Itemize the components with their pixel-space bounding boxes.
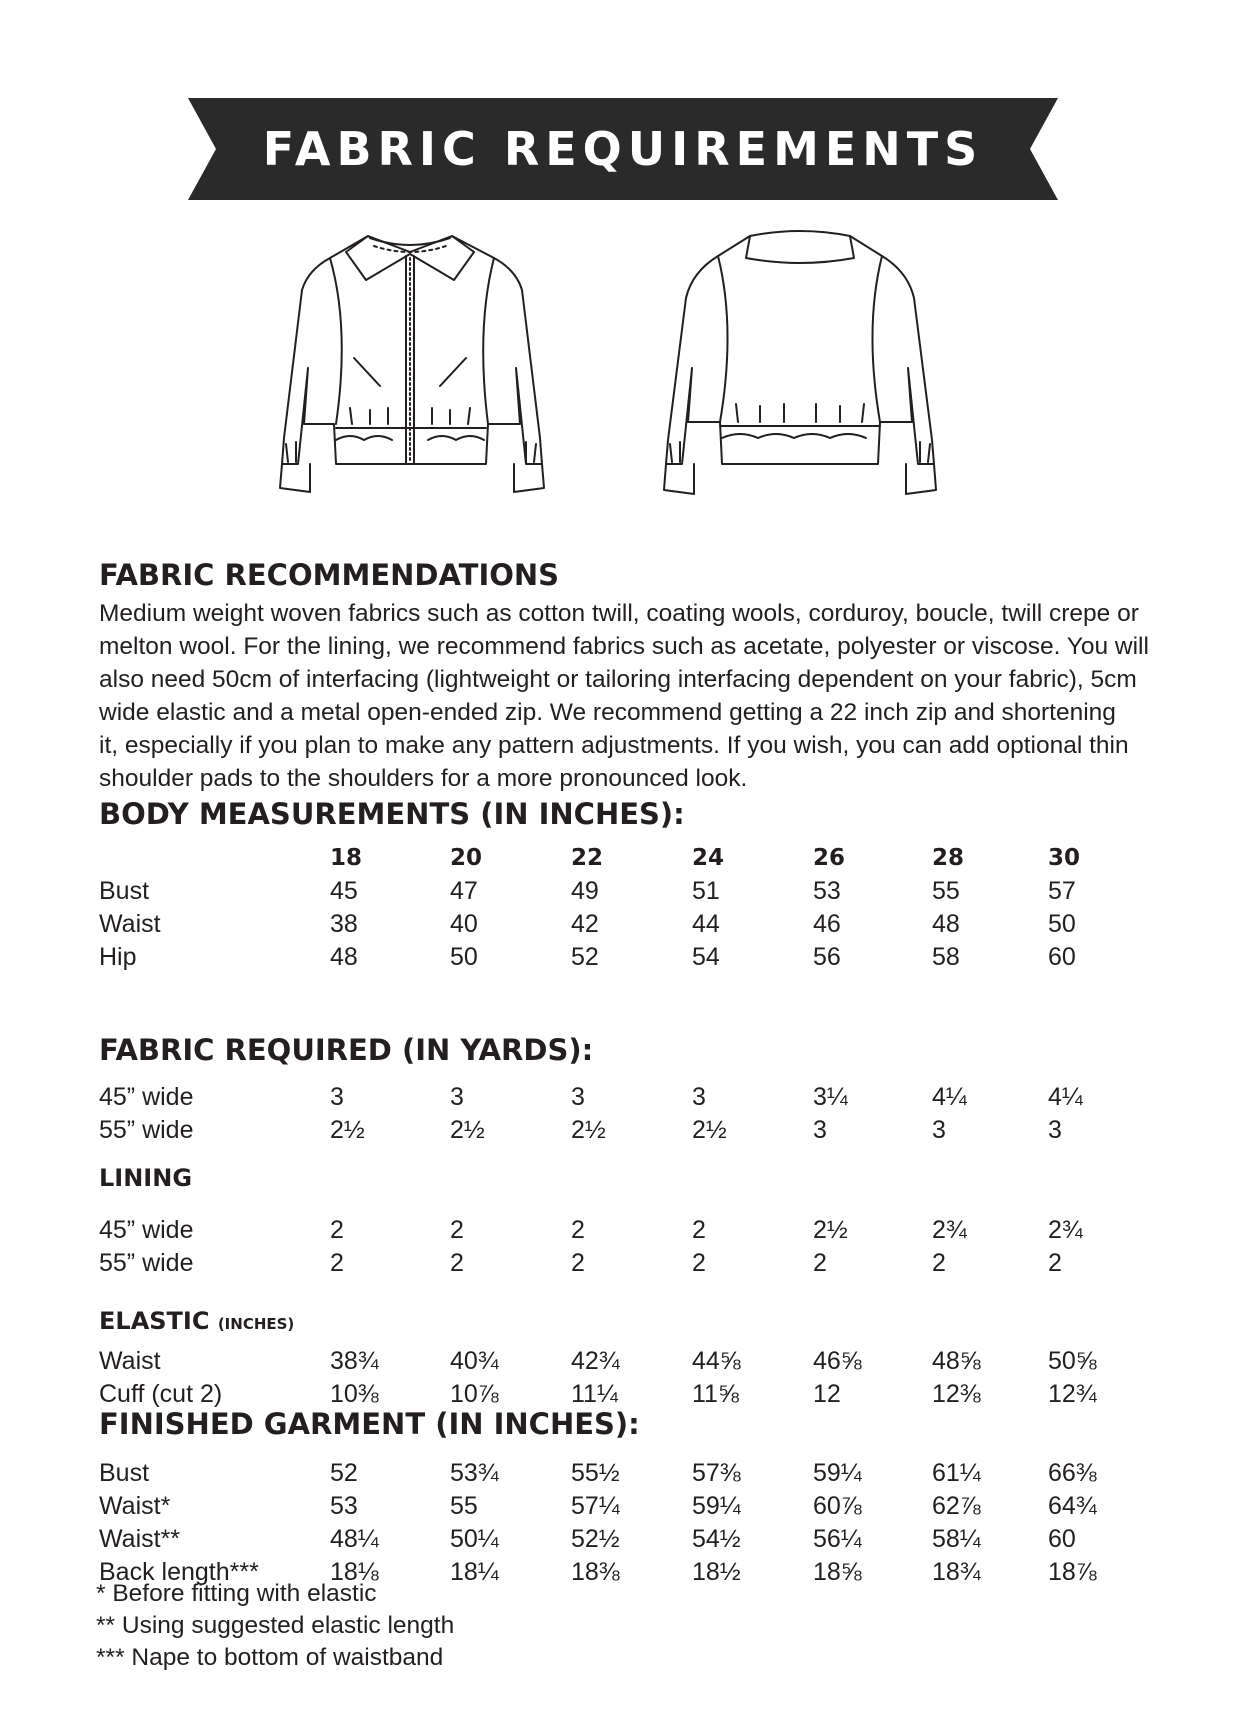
table-cell: 53¾ (450, 1459, 499, 1487)
size-label: 24 (692, 845, 725, 871)
table-row (0, 1490, 1246, 1523)
row-label: Back length*** (99, 1558, 259, 1586)
footnotes (96, 1578, 454, 1674)
table-cell: 48¼ (330, 1525, 379, 1553)
table-cell: 18½ (692, 1558, 741, 1586)
recommendation-line: melton wool. For the lining, we recommend fabrics such as acetate, polyester or viscose. You will (99, 633, 1149, 660)
row-label: Bust (99, 1459, 150, 1487)
table-cell: 53 (330, 1492, 358, 1520)
fabric-required-table (0, 1081, 1246, 1147)
table-cell: 2 (571, 1216, 585, 1244)
table-cell: 59¼ (813, 1459, 862, 1487)
table-cell: 54 (692, 943, 720, 971)
size-label: 20 (450, 845, 483, 871)
table-cell: 3 (813, 1116, 827, 1144)
table-cell: 57⅜ (692, 1459, 741, 1487)
table-row (0, 1081, 1246, 1114)
table-cell: 46 (813, 910, 841, 938)
size-header-row (0, 842, 1246, 875)
row-label: Bust (99, 877, 150, 905)
page-title: FABRIC REQUIREMENTS (262, 122, 984, 176)
row-label: 55” wide (99, 1116, 194, 1144)
title-banner (188, 98, 1058, 200)
row-label: Hip (99, 943, 137, 971)
table-row (0, 842, 1246, 875)
table-cell: 2 (450, 1249, 464, 1277)
lining-table (0, 1214, 1246, 1280)
table-cell: 45 (330, 877, 358, 905)
body-measurements-table (0, 875, 1246, 974)
row-label: Cuff (cut 2) (99, 1380, 223, 1408)
table-cell: 4¼ (932, 1083, 967, 1111)
table-row (0, 1523, 1246, 1556)
elastic-heading-text: ELASTIC (99, 1307, 210, 1335)
row-label: Waist (99, 1347, 161, 1375)
table-cell: 2 (330, 1249, 344, 1277)
table-row (0, 875, 1246, 908)
table-cell: 18⅝ (813, 1558, 862, 1586)
recommendation-line: shoulder pads to the shoulders for a more pronounced look. (99, 765, 748, 792)
table-cell: 3 (571, 1083, 585, 1111)
body-measurements-heading: BODY MEASUREMENTS (IN INCHES): (99, 797, 685, 831)
table-cell: 2¾ (932, 1216, 967, 1244)
table-cell: 2½ (450, 1116, 485, 1144)
table-cell: 3 (692, 1083, 706, 1111)
table-cell: 3 (450, 1083, 464, 1111)
table-row (0, 1457, 1246, 1490)
size-label: 22 (571, 845, 604, 871)
table-cell: 2 (932, 1249, 946, 1277)
table-cell: 11¼ (571, 1380, 618, 1408)
table-cell: 55 (450, 1492, 478, 1520)
table-cell: 2½ (813, 1216, 848, 1244)
elastic-table (0, 1345, 1246, 1411)
table-cell: 55½ (571, 1459, 620, 1487)
recommendation-line: also need 50cm of interfacing (lightweight or tailoring interfacing dependent on your fabric), 5cm (99, 666, 1137, 693)
footnote: *** Nape to bottom of waistband (96, 1644, 444, 1671)
table-cell: 40 (450, 910, 478, 938)
size-label: 30 (1048, 845, 1081, 871)
table-cell: 40¾ (450, 1347, 499, 1375)
table-cell: 56¼ (813, 1525, 862, 1553)
table-cell: 2 (571, 1249, 585, 1277)
table-cell: 3¼ (813, 1083, 848, 1111)
table-cell: 3 (1048, 1116, 1062, 1144)
table-cell: 52 (330, 1459, 358, 1487)
table-cell: 18⅛ (330, 1558, 379, 1586)
finished-garment-heading: FINISHED GARMENT (IN INCHES): (99, 1407, 640, 1441)
table-cell: 18⅞ (1048, 1558, 1097, 1586)
table-cell: 47 (450, 877, 478, 905)
table-cell: 18¾ (932, 1558, 981, 1586)
table-cell: 12 (813, 1380, 841, 1408)
table-cell: 59¼ (692, 1492, 741, 1520)
table-cell: 50⅝ (1048, 1347, 1097, 1375)
table-row (0, 1345, 1246, 1378)
table-cell: 57 (1048, 877, 1076, 905)
elastic-heading (99, 1307, 294, 1335)
table-cell: 38¾ (330, 1347, 379, 1375)
table-cell: 50 (450, 943, 478, 971)
table-cell: 58¼ (932, 1525, 981, 1553)
table-cell: 53 (813, 877, 841, 905)
table-cell: 18¼ (450, 1558, 499, 1586)
finished-garment-table (0, 1457, 1246, 1589)
table-cell: 52½ (571, 1525, 620, 1553)
table-cell: 66⅜ (1048, 1459, 1097, 1487)
table-cell: 49 (571, 877, 599, 905)
table-cell: 52 (571, 943, 599, 971)
table-row (0, 1114, 1246, 1147)
table-cell: 64¾ (1048, 1492, 1097, 1520)
table-cell: 44 (692, 910, 720, 938)
table-cell: 2¾ (1048, 1216, 1083, 1244)
table-cell: 50 (1048, 910, 1076, 938)
table-cell: 2½ (571, 1116, 606, 1144)
size-label: 28 (932, 845, 965, 871)
table-cell: 42¾ (571, 1347, 620, 1375)
jacket-back-icon (650, 228, 950, 526)
row-label: Waist (99, 910, 161, 938)
table-cell: 10⅞ (450, 1380, 499, 1408)
row-label: Waist* (99, 1492, 171, 1520)
size-label: 26 (813, 845, 846, 871)
table-cell: 3 (932, 1116, 946, 1144)
table-cell: 2 (692, 1216, 706, 1244)
table-cell: 54½ (692, 1525, 741, 1553)
footnote: ** Using suggested elastic length (96, 1612, 455, 1639)
table-cell: 46⅝ (813, 1347, 862, 1375)
table-cell: 12⅜ (932, 1380, 981, 1408)
table-cell: 60 (1048, 1525, 1076, 1553)
table-cell: 44⅝ (692, 1347, 741, 1375)
table-cell: 61¼ (932, 1459, 981, 1487)
lining-heading: LINING (99, 1164, 193, 1192)
recommendation-line: wide elastic and a metal open-ended zip. We recommend getting a 22 inch zip and shortening (99, 699, 1116, 726)
row-label: Waist** (99, 1525, 181, 1553)
recommendation-line: it, especially if you plan to make any pattern adjustments. If you wish, you can add optional thin (99, 732, 1129, 759)
jacket-front-icon (270, 218, 556, 526)
fabric-recommendations-heading: FABRIC RECOMMENDATIONS (99, 558, 560, 592)
table-cell: 58 (932, 943, 960, 971)
table-cell: 60 (1048, 943, 1076, 971)
table-cell: 12¾ (1048, 1380, 1097, 1408)
fabric-recommendations-text (99, 597, 1149, 795)
table-cell: 2½ (692, 1116, 727, 1144)
table-cell: 56 (813, 943, 841, 971)
table-cell: 57¼ (571, 1492, 620, 1520)
table-cell: 48 (330, 943, 358, 971)
table-row (0, 908, 1246, 941)
row-label: 45” wide (99, 1083, 194, 1111)
table-cell: 42 (571, 910, 599, 938)
table-cell: 48 (932, 910, 960, 938)
table-cell: 18⅜ (571, 1558, 620, 1586)
table-row (0, 941, 1246, 974)
footnote: * Before fitting with elastic (96, 1580, 377, 1607)
fabric-required-heading: FABRIC REQUIRED (IN YARDS): (99, 1033, 594, 1067)
table-cell: 11⅝ (692, 1380, 739, 1408)
table-cell: 10⅜ (330, 1380, 379, 1408)
table-cell: 55 (932, 877, 960, 905)
elastic-heading-unit: (INCHES) (217, 1315, 295, 1333)
table-cell: 2 (330, 1216, 344, 1244)
table-cell: 2 (1048, 1249, 1062, 1277)
recommendation-line: Medium weight woven fabrics such as cotton twill, coating wools, corduroy, boucle, twill crepe or (99, 600, 1139, 627)
row-label: 45” wide (99, 1216, 194, 1244)
table-cell: 60⅞ (813, 1492, 862, 1520)
table-cell: 4¼ (1048, 1083, 1083, 1111)
table-cell: 3 (330, 1083, 344, 1111)
table-cell: 48⅝ (932, 1347, 981, 1375)
row-label: 55” wide (99, 1249, 194, 1277)
table-cell: 50¼ (450, 1525, 499, 1553)
table-cell: 51 (692, 877, 720, 905)
table-cell: 2 (692, 1249, 706, 1277)
size-label: 18 (330, 845, 363, 871)
table-cell: 2½ (330, 1116, 365, 1144)
table-row (0, 1247, 1246, 1280)
table-cell: 38 (330, 910, 358, 938)
table-cell: 2 (450, 1216, 464, 1244)
table-row (0, 1214, 1246, 1247)
table-cell: 62⅞ (932, 1492, 981, 1520)
table-cell: 2 (813, 1249, 827, 1277)
